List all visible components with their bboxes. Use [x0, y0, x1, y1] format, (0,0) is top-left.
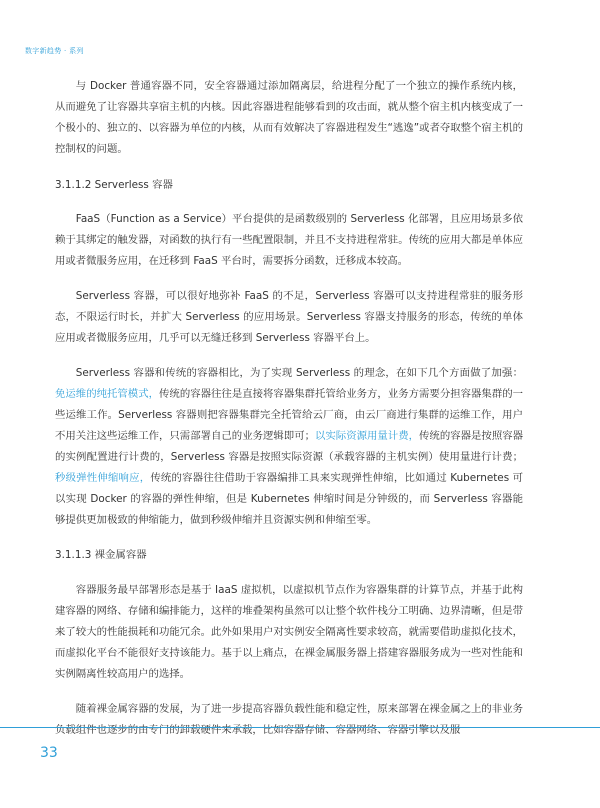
highlight-second-scaling: 秒级弹性伸缩响应，	[55, 472, 151, 484]
paragraph-serverless-container: Serverless 容器，可以很好地弥补 FaaS 的不足，Serverless 容器可以支持进程常驻的服务形态，不限运行时长，并扩大 Serverless 的应用场景。Serverless 容器支持服务的形态，传统的单体应用或者微服务应用，几乎可以无缝迁移到 Serverless 容器平台上。	[55, 290, 523, 344]
comparison-text-a: Serverless 容器和传统的容器相比，为了实现 Serverless 的理念，在如下几个方面做了加强：	[75, 367, 523, 379]
paragraph-development: 随着裸金属容器的发展，为了进一步提高容器负载性能和稳定性，原来部署在裸金属之上的非业务负载组件也逐步的由专门的卸载硬件来承载，比如容器存储、容器网络、容器引擎以及服	[55, 703, 523, 736]
page-number: 33	[40, 745, 58, 761]
paragraph-comparison	[55, 363, 523, 531]
highlight-managed-mode: 免运维的纯托管模式，	[55, 388, 160, 400]
section-heading-3-1-1-3: 3.1.1.3 裸金属容器	[55, 549, 147, 561]
highlight-usage-billing: 以实际资源用量计费，	[315, 430, 420, 442]
comparison-text-d: 传统的容器往往借助于容器编排工具来实现弹性伸缩，比如通过 Kubernetes 可以实现 Docker 的容器的弹性伸缩，但是 Kubernetes 伸缩时间是分钟级的，而 Serverless 容器能够提供更加极致的伸缩能力，做到秒级伸缩并且资源实例和伸缩至零。	[55, 472, 524, 526]
comparison-text-c: 传统的容器是按照容器的实例配置进行计费的，Serverless 容器是按照实际资源（承载容器的主机实例）使用量进行计费；	[55, 430, 524, 463]
series-header: 数字新趋势 · 系列	[25, 47, 84, 55]
document-body	[55, 76, 523, 755]
comparison-text-b: 传统的容器往往是直接将容器集群托管给业务方，业务方需要分担容器集群的一些运维工作。Serverless 容器则把容器集群完全托管给云厂商，由云厂商进行集群的运维工作，用户不用关注这些运维工作，只需部署自己的业务逻辑即可；	[55, 388, 524, 442]
footer-divider	[0, 727, 600, 728]
section-heading-3-1-1-2: 3.1.1.2 Serverless 容器	[55, 179, 173, 191]
paragraph-intro: 与 Docker 普通容器不同，安全容器通过添加隔离层，给进程分配了一个独立的操作系统内核，从而避免了让容器共享宿主机的内核。因此容器进程能够看到的攻击面，就从整个宿主机内核变成了一个极小的、独立的、以容器为单位的内核，从而有效解决了容器进程发生“逃逸”或者夺取整个宿主机的控制权的问题。	[55, 80, 523, 155]
paragraph-baremetal: 容器服务最早部署形态是基于 IaaS 虚拟机，以虚拟机节点作为容器集群的计算节点，并基于此构建容器的网络、存储和编排能力，这样的堆叠架构虽然可以让整个软件栈分工明确、边界清晰，但是带来了较大的性能损耗和功能冗余。此外如果用户对实例安全隔离性要求较高，就需要借助虚拟化技术，而虚拟化平台不能很好支持该能力。基于以上痛点，在裸金属服务器上搭建容器服务成为一些对性能和实例隔离性较高用户的选择。	[55, 584, 523, 680]
paragraph-faas: FaaS（Function as a Service）平台提供的是函数级别的 Serverless 化部署，且应用场景多依赖于其绑定的触发器，对函数的执行有一些配置限制，并且不支持进程常驻。传统的应用大都是单体应用或者微服务应用，在迁移到 FaaS 平台时，需要拆分函数，迁移成本较高。	[55, 213, 523, 267]
